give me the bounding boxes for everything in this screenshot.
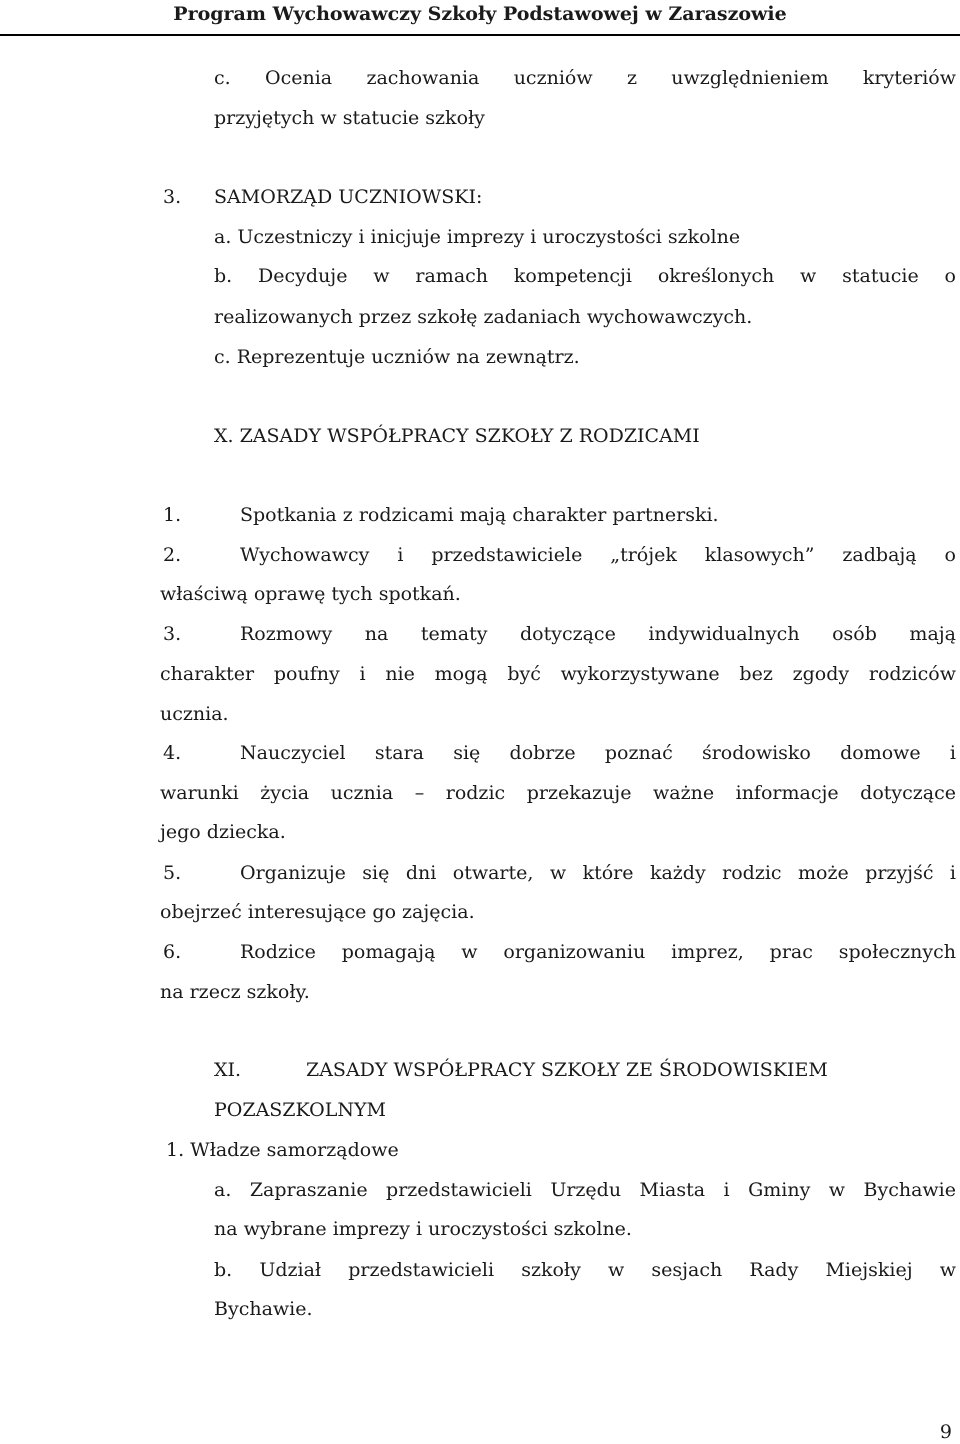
body-line: na wybrane imprezy i uroczystości szkolne. [214,1218,632,1240]
body-line: warunki życia ucznia – rodzic przekazuje ważne informacje dotyczące [160,782,956,804]
running-header: Program Wychowawczy Szkoły Podstawowej w Zaraszowie [0,0,960,36]
body-line: b. Decyduje w ramach kompetencji określonych w statucie o [214,265,956,287]
body-line: realizowanych przez szkołę zadaniach wychowawczych. [214,306,753,328]
body-line: Rodzice pomagają w organizowaniu imprez, prac społecznych [240,941,956,963]
body-line: właściwą oprawę tych spotkań. [160,583,461,605]
body-line: Organizuje się dni otwarte, w które każdy rodzic może przyjść i [240,862,956,884]
list-number: 3. [163,186,182,208]
body-line: Bychawie. [214,1298,313,1320]
chapter-number: XI. [214,1059,242,1081]
list-number: 3. [163,623,182,645]
body-line: b. Udział przedstawicieli szkoły w sesjach Rady Miejskiej w [214,1259,956,1281]
subsection-heading: 1. Władze samorządowe [166,1139,399,1161]
body-line: a. Zapraszanie przedstawicieli Urzędu Miasta i Gminy w Bychawie [214,1179,956,1201]
body-line: Wychowawcy i przedstawiciele „trójek klasowych” zadbają o [240,544,956,566]
chapter-heading: ZASADY WSPÓŁPRACY SZKOŁY ZE ŚRODOWISKIEM [306,1059,828,1081]
list-number: 2. [163,544,182,566]
body-line: na rzecz szkoły. [160,981,310,1003]
body-line: c. Reprezentuje uczniów na zewnątrz. [214,346,580,368]
body-line: charakter poufny i nie mogą być wykorzystywane bez zgody rodziców [160,663,956,685]
body-line: obejrzeć interesujące go zajęcia. [160,901,475,923]
body-line: c. Ocenia zachowania uczniów z uwzględnieniem kryteriów [214,67,956,89]
body-line: Nauczyciel stara się dobrze poznać środowisko domowe i [240,742,956,764]
list-number: 6. [163,941,182,963]
section-heading: SAMORZĄD UCZNIOWSKI: [214,186,483,208]
list-number: 5. [163,862,182,884]
body-line: jego dziecka. [160,821,286,843]
list-number: 1. [163,504,182,526]
body-line: a. Uczestniczy i inicjuje imprezy i uroczystości szkolne [214,226,741,248]
chapter-heading: X. ZASADY WSPÓŁPRACY SZKOŁY Z RODZICAMI [214,425,700,447]
body-line: przyjętych w statucie szkoły [214,107,485,129]
body-line: Spotkania z rodzicami mają charakter partnerski. [240,504,719,526]
page-number: 9 [939,1421,952,1443]
list-number: 4. [163,742,182,764]
chapter-heading: POZASZKOLNYM [214,1099,387,1121]
body-line: ucznia. [160,703,229,725]
body-line: Rozmowy na tematy dotyczące indywidualnych osób mają [240,623,956,645]
